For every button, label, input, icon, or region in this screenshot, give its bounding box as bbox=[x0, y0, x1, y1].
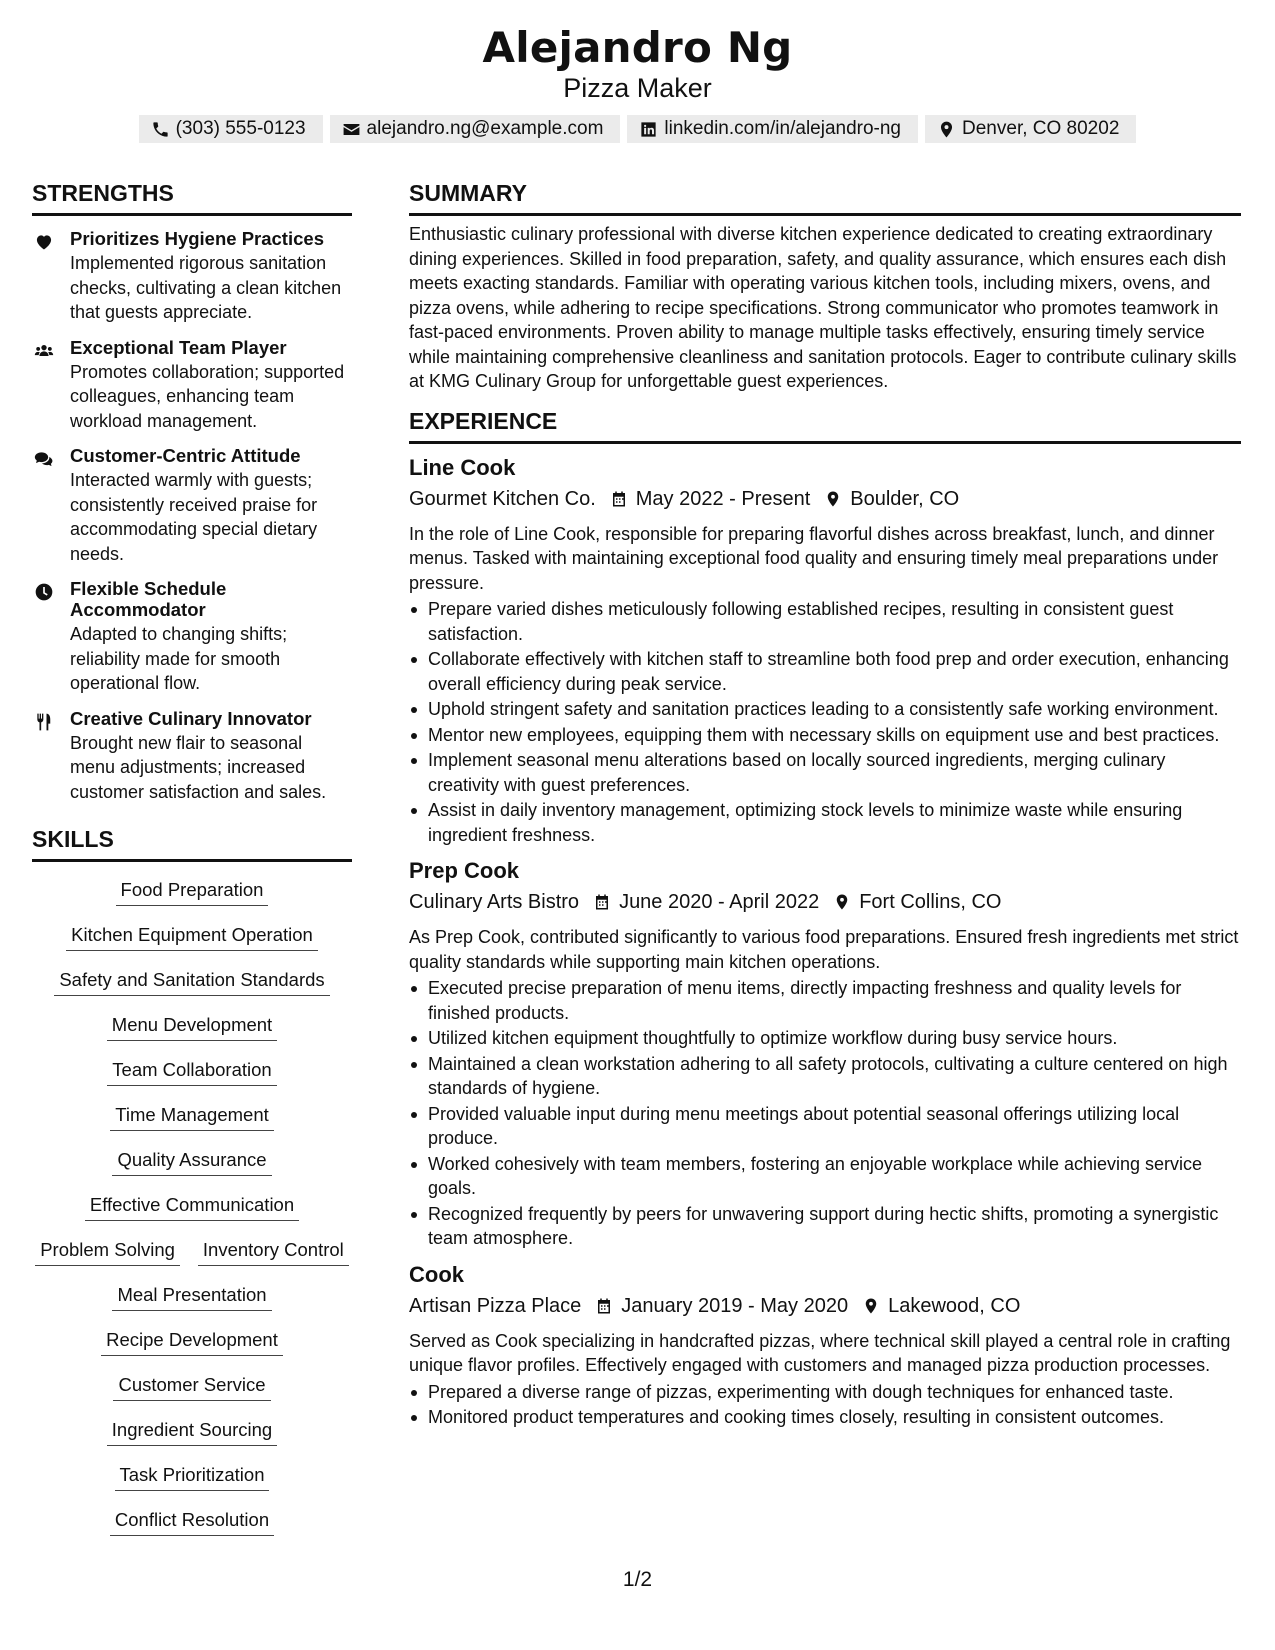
job-bullets bbox=[409, 976, 1241, 1251]
left-column bbox=[32, 178, 352, 1545]
strength-item bbox=[32, 228, 352, 325]
skill-row bbox=[32, 1005, 352, 1050]
job-bullet: Provided valuable input during menu meetings about potential seasonal offerings utilizing local produce. bbox=[409, 1102, 1241, 1151]
job-location: Lakewood, CO bbox=[888, 1294, 1021, 1317]
utensils-icon bbox=[34, 712, 54, 732]
summary-text: Enthusiastic culinary professional with diverse kitchen experience dedicated to creating extraordinary dining experiences. Skilled in food preparation, safety, and quality assurance, which ensures each dish meets exacting standards. Familiar with operating various kitchen tools, including mixers, ovens, and pizza ovens, while adhering to recipe specifications. Strong communicator who promotes teamwork in fast-paced environments. Proven ability to manage multiple tasks effectively, ensuring timely service while maintaining comprehensive cleanliness and sanitation protocols. Eager to contribute culinary skills at KMG Culinary Group for unforgettable guest experiences. bbox=[409, 224, 1237, 391]
resume-header bbox=[0, 22, 1275, 143]
job-bullet: Prepare varied dishes meticulously following established recipes, resulting in consistent guest satisfaction. bbox=[409, 597, 1241, 646]
experience-heading: EXPERIENCE bbox=[409, 406, 1241, 444]
contact-bar bbox=[0, 115, 1275, 143]
job-bullet: Recognized frequently by peers for unwavering support during hectic shifts, promoting a synergistic team atmosphere. bbox=[409, 1202, 1241, 1251]
strength-desc: Promotes collaboration; supported colleagues, enhancing team workload management. bbox=[70, 361, 345, 431]
skill-row bbox=[32, 1230, 352, 1275]
map-pin-icon bbox=[833, 893, 851, 911]
job-bullet: Maintained a clean workstation adhering to all safety protocols, cultivating a culture centered on high standards of hygiene. bbox=[409, 1052, 1241, 1101]
skill-tag: Problem Solving bbox=[35, 1238, 180, 1266]
job-dates: January 2019 - May 2020 bbox=[621, 1294, 849, 1317]
envelope-icon bbox=[342, 120, 361, 139]
users-icon bbox=[34, 341, 54, 361]
job-location: Fort Collins, CO bbox=[859, 891, 1002, 913]
comments-icon bbox=[34, 449, 54, 469]
skill-tag: Effective Communication bbox=[85, 1193, 299, 1221]
skill-tag: Quality Assurance bbox=[112, 1148, 271, 1176]
skill-row bbox=[32, 870, 352, 915]
skill-tag: Team Collaboration bbox=[107, 1058, 276, 1086]
calendar-icon bbox=[593, 893, 611, 911]
strengths-list bbox=[32, 228, 352, 804]
phone-chip[interactable] bbox=[139, 115, 323, 143]
job-bullet: Prepared a diverse range of pizzas, experimenting with dough techniques for enhanced taste. bbox=[409, 1380, 1241, 1405]
job-bullet: Mentor new employees, equipping them with necessary skills on equipment use and best practices. bbox=[409, 723, 1241, 748]
skill-row bbox=[32, 1095, 352, 1140]
skill-row bbox=[32, 1320, 352, 1365]
skill-row bbox=[32, 1500, 352, 1545]
job-meta bbox=[409, 888, 1241, 916]
skill-tag: Kitchen Equipment Operation bbox=[66, 923, 318, 951]
skill-tag: Menu Development bbox=[107, 1013, 277, 1041]
skill-row bbox=[32, 1140, 352, 1185]
job-bullet: Uphold stringent safety and sanitation practices leading to a consistently safe working environment. bbox=[409, 697, 1241, 722]
job-location: Boulder, CO bbox=[850, 487, 960, 510]
job-meta bbox=[409, 485, 1241, 513]
skills-list bbox=[32, 870, 352, 1545]
skill-tag: Task Prioritization bbox=[115, 1463, 270, 1491]
skill-tag: Meal Presentation bbox=[112, 1283, 271, 1311]
location-chip bbox=[925, 115, 1136, 143]
job-bullet: Collaborate effectively with kitchen staff to streamline both food prep and order execution, enhancing overall efficiency during peak service. bbox=[409, 647, 1241, 696]
skill-tag: Time Management bbox=[110, 1103, 274, 1131]
calendar-icon bbox=[610, 490, 628, 508]
job-role: Cook bbox=[409, 1261, 464, 1287]
skill-tag: Safety and Sanitation Standards bbox=[54, 968, 329, 996]
skill-row bbox=[32, 1275, 352, 1320]
strength-desc: Adapted to changing shifts; reliability made for smooth operational flow. bbox=[70, 624, 288, 693]
right-column bbox=[409, 178, 1241, 1431]
skill-row bbox=[32, 1410, 352, 1455]
clock-icon bbox=[34, 582, 54, 602]
job-dates: June 2020 - April 2022 bbox=[619, 891, 820, 913]
phone-icon bbox=[151, 120, 170, 139]
job-role: Prep Cook bbox=[409, 858, 520, 883]
job-entry bbox=[409, 857, 1241, 1251]
job-dates: May 2022 - Present bbox=[635, 487, 811, 510]
email-chip[interactable] bbox=[330, 115, 621, 143]
job-bullets bbox=[409, 597, 1241, 847]
linkedin-icon bbox=[639, 120, 658, 139]
job-description: In the role of Line Cook, responsible for preparing flavorful dishes across breakfast, lunch, and dinner menus. Tasked with maintaining exceptional food quality and ensuring timely meal preparations under pressure. bbox=[409, 523, 1219, 593]
heart-icon bbox=[34, 232, 54, 252]
job-meta bbox=[409, 1292, 1241, 1320]
strength-item bbox=[32, 708, 352, 805]
strengths-heading: STRENGTHS bbox=[32, 178, 352, 216]
email-text: alejandro.ng@example.com bbox=[366, 118, 604, 139]
skill-row bbox=[32, 1455, 352, 1500]
job-bullet: Implement seasonal menu alterations based on locally sourced ingredients, merging culinary creativity with guest preferences. bbox=[409, 748, 1241, 797]
strength-desc: Brought new flair to seasonal menu adjustments; increased customer satisfaction and sales. bbox=[70, 732, 327, 802]
job-company: Artisan Pizza Place bbox=[409, 1294, 582, 1317]
skill-tag: Conflict Resolution bbox=[110, 1508, 274, 1536]
candidate-name: Alejandro Ng bbox=[482, 23, 793, 72]
skills-heading: SKILLS bbox=[32, 824, 352, 862]
job-bullet: Worked cohesively with team members, fostering an enjoyable workplace while achieving service goals. bbox=[409, 1152, 1241, 1201]
page-number: 1/2 bbox=[622, 1568, 653, 1591]
job-description: As Prep Cook, contributed significantly to various food preparations. Ensured fresh ingredients met strict quality standards while supporting main kitchen operations. bbox=[409, 927, 1239, 972]
job-description: Served as Cook specializing in handcrafted pizzas, where technical skill played a central role in crafting unique flavor profiles. Effectively engaged with customers and managed pizza production processes. bbox=[409, 1330, 1231, 1375]
strength-desc: Implemented rigorous sanitation checks, cultivating a clean kitchen that guests appreciate. bbox=[70, 253, 342, 322]
skill-row bbox=[32, 915, 352, 960]
linkedin-chip[interactable] bbox=[627, 115, 918, 143]
job-company: Culinary Arts Bistro bbox=[409, 891, 580, 913]
job-entry bbox=[409, 1261, 1241, 1430]
skill-row bbox=[32, 1185, 352, 1230]
job-bullet: Monitored product temperatures and cooking times closely, resulting in consistent outcomes. bbox=[409, 1405, 1241, 1430]
job-bullet: Executed precise preparation of menu items, directly impacting freshness and quality levels for finished products. bbox=[409, 976, 1241, 1025]
map-pin-icon bbox=[937, 120, 956, 139]
strength-title: Prioritizes Hygiene Practices bbox=[70, 228, 324, 249]
strength-title: Customer-Centric Attitude bbox=[70, 445, 301, 466]
skill-tag: Food Preparation bbox=[116, 878, 269, 906]
skill-tag: Customer Service bbox=[113, 1373, 270, 1401]
skill-row bbox=[32, 1365, 352, 1410]
job-role: Line Cook bbox=[409, 454, 516, 480]
strength-title: Creative Culinary Innovator bbox=[70, 707, 312, 729]
strength-title: Exceptional Team Player bbox=[70, 336, 287, 358]
strength-item bbox=[32, 445, 352, 566]
job-bullet: Assist in daily inventory management, optimizing stock levels to minimize waste while ensuring ingredient freshness. bbox=[409, 798, 1241, 847]
job-title: Pizza Maker bbox=[563, 73, 712, 103]
job-bullets bbox=[409, 1380, 1241, 1430]
strength-item bbox=[32, 578, 352, 696]
skill-tag: Ingredient Sourcing bbox=[107, 1418, 277, 1446]
experience-list bbox=[409, 454, 1241, 1430]
strength-title: Flexible Schedule Accommodator bbox=[70, 578, 227, 620]
skill-row bbox=[32, 960, 352, 1005]
skill-tag: Inventory Control bbox=[198, 1238, 349, 1266]
summary-heading: SUMMARY bbox=[409, 178, 1241, 216]
strength-item bbox=[32, 337, 352, 434]
job-company: Gourmet Kitchen Co. bbox=[409, 487, 596, 510]
map-pin-icon bbox=[862, 1297, 880, 1315]
map-pin-icon bbox=[824, 490, 842, 508]
calendar-icon bbox=[595, 1297, 613, 1315]
job-entry bbox=[409, 454, 1241, 848]
phone-text: (303) 555-0123 bbox=[175, 118, 306, 139]
linkedin-text: linkedin.com/in/alejandro-ng bbox=[664, 118, 902, 139]
job-bullet: Utilized kitchen equipment thoughtfully to optimize workflow during busy service hours. bbox=[409, 1026, 1241, 1051]
skill-tag: Recipe Development bbox=[101, 1328, 283, 1356]
skill-row bbox=[32, 1050, 352, 1095]
location-text: Denver, CO 80202 bbox=[962, 118, 1120, 139]
strength-desc: Interacted warmly with guests; consistently received praise for accommodating special dietary needs. bbox=[70, 470, 318, 564]
